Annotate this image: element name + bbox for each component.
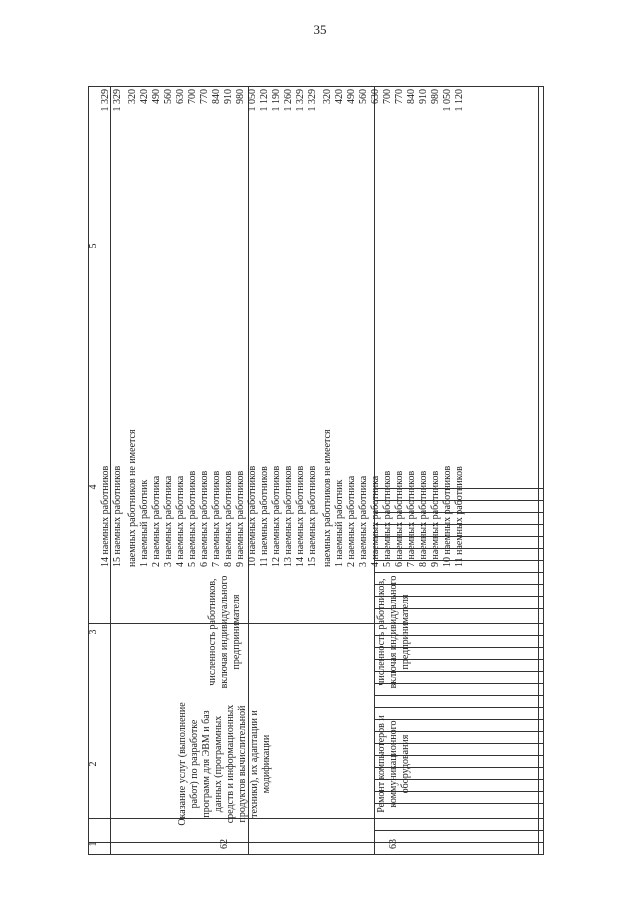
page-number: 35 bbox=[313, 22, 327, 37]
row-label: 8 наемных работников bbox=[223, 470, 234, 567]
row-label: 3 наемных работника bbox=[358, 475, 369, 567]
row-label: 10 наемных работников bbox=[247, 465, 258, 567]
row-value: 700 bbox=[187, 89, 198, 104]
row-label: 11 наемных работников bbox=[454, 466, 465, 567]
row-label: 2 наемных работника bbox=[346, 475, 357, 567]
row-label: 10 наемных работников bbox=[442, 465, 453, 567]
row-value: 770 bbox=[199, 89, 210, 104]
row-label: 7 наемных работников bbox=[406, 470, 417, 567]
column-header-3: 3 bbox=[88, 629, 99, 635]
row-value: 560 bbox=[163, 89, 174, 104]
row-value: 1 050 bbox=[442, 89, 453, 112]
row-label: 8 наемных работников bbox=[418, 470, 429, 567]
row-label: наемных работников не имеется bbox=[322, 429, 333, 567]
row-label: 13 наемных работников bbox=[283, 465, 294, 567]
row-value: 1 260 bbox=[283, 89, 294, 112]
row-label: 4 наемных работника bbox=[370, 475, 381, 567]
table-border-right bbox=[543, 87, 544, 855]
rates-table bbox=[88, 85, 544, 855]
row-value: 1 120 bbox=[259, 89, 270, 112]
column-divider-4 bbox=[538, 87, 539, 855]
row-label: 15 наемных работников bbox=[307, 465, 318, 567]
row-value: 1 190 bbox=[271, 89, 282, 112]
rotated-table-page bbox=[88, 85, 544, 855]
column-header-5: 5 bbox=[88, 243, 99, 249]
activity-number: 62 bbox=[218, 839, 230, 849]
row-label: 15 наемных работников bbox=[112, 465, 123, 567]
row-value: 1 120 bbox=[454, 89, 465, 112]
row-value: 700 bbox=[382, 89, 393, 104]
column-header-4: 4 bbox=[88, 484, 99, 490]
row-value: 910 bbox=[223, 89, 234, 104]
row-value: 630 bbox=[370, 89, 381, 104]
column-header-2: 2 bbox=[88, 761, 99, 767]
row-label: 9 наемных работников bbox=[235, 470, 246, 567]
row-label: 5 наемных работников bbox=[187, 470, 198, 567]
row-label: 12 наемных работников bbox=[271, 465, 282, 567]
row-label: 2 наемных работника bbox=[151, 475, 162, 567]
activity-number: 63 bbox=[388, 839, 399, 849]
row-value: 420 bbox=[334, 89, 345, 104]
indicator-description: численность работников, включая индивидуального предпринимателя bbox=[206, 575, 242, 689]
row-label: 3 наемных работника bbox=[163, 475, 174, 567]
row-label: наемных работников не имеется bbox=[127, 429, 138, 567]
row-value: 1 329 bbox=[295, 89, 306, 112]
row-value: 490 bbox=[151, 89, 162, 104]
row-value: 1 050 bbox=[247, 89, 258, 112]
activity-description: Оказание услуг (выполнение работ) по разработке программ для ЭВМ и баз данных (программных средств и информационных продуктов вычислительной техники), их адаптации и модификации bbox=[176, 702, 272, 826]
row-value: 840 bbox=[211, 89, 222, 104]
row-label: 6 наемных работников bbox=[394, 470, 405, 567]
row-value: 840 bbox=[406, 89, 417, 104]
row-label: 6 наемных работников bbox=[199, 470, 210, 567]
row-label: 1 наемный работник bbox=[139, 479, 150, 567]
row-value: 910 bbox=[418, 89, 429, 104]
row-divider bbox=[374, 695, 544, 696]
row-value: 1 329 bbox=[307, 89, 318, 112]
row-value: 770 bbox=[394, 89, 405, 104]
row-value: 320 bbox=[322, 89, 333, 104]
row-value: 420 bbox=[139, 89, 150, 104]
activity-description: Ремонт компьютеров и коммуникационного оборудования bbox=[376, 715, 411, 813]
row-value: 1 329 bbox=[112, 89, 123, 112]
row-divider bbox=[374, 830, 544, 831]
row-value: 980 bbox=[430, 89, 441, 104]
indicator-description: численность работников, включая индивидуального предпринимателя bbox=[376, 575, 411, 689]
row-label: 7 наемных работников bbox=[211, 470, 222, 567]
row-label: 11 наемных работников bbox=[259, 466, 270, 567]
row-label: 9 наемных работников bbox=[430, 470, 441, 567]
row-value: 320 bbox=[127, 89, 138, 104]
row-value: 980 bbox=[235, 89, 246, 104]
row-value: 490 bbox=[346, 89, 357, 104]
row-label: 4 наемных работника bbox=[175, 475, 186, 567]
row-value: 560 bbox=[358, 89, 369, 104]
row-value: 1 329 bbox=[100, 89, 111, 112]
row-label: 5 наемных работников bbox=[382, 470, 393, 567]
row-label: 14 наемных работников bbox=[295, 465, 306, 567]
row-label: 14 наемных работников bbox=[100, 465, 111, 567]
table-border-top bbox=[88, 854, 544, 855]
row-value: 630 bbox=[175, 89, 186, 104]
row-label: 1 наемный работник bbox=[334, 479, 345, 567]
column-header-1: 1 bbox=[88, 841, 99, 847]
